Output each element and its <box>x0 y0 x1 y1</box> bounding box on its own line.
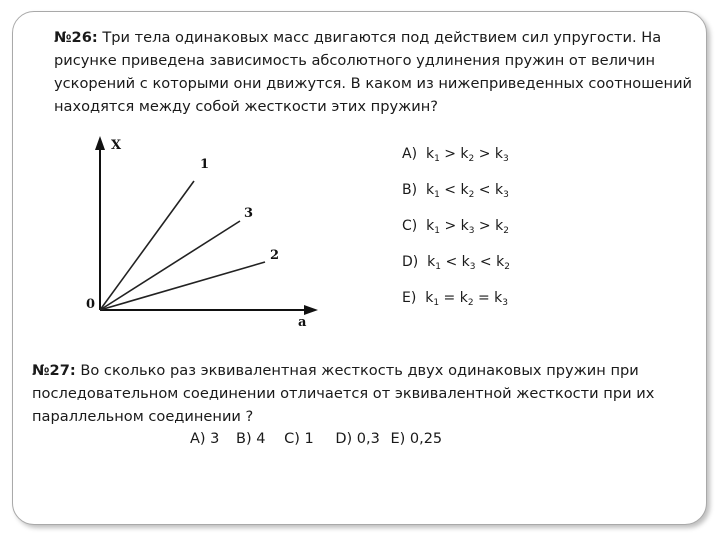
y-axis-arrow-icon <box>95 136 105 150</box>
question-27 <box>32 359 692 428</box>
x-axis-label: a <box>298 315 307 330</box>
answer-option-d[interactable]: D) $k_1 < k_3 < k_2$ <box>402 254 510 272</box>
question-26-answers <box>402 140 510 320</box>
answer-option-e[interactable]: E) 0,25 <box>390 431 443 447</box>
graph-line-label-2: 2 <box>270 248 280 263</box>
y-axis-label: X <box>111 138 122 153</box>
question-26-text: Три тела одинаковых масс двигаются под действием сил упругости. На рисунке приведена зависимость абсолютного удлинения пружин от величин ускорений с которыми они движутся. В каком из нижеприведенных соотношений находятся между собой жесткости этих пружин? <box>54 29 693 115</box>
question-26 <box>54 26 704 118</box>
answer-option-d[interactable]: D) 0,3 <box>335 431 380 447</box>
answer-option-e[interactable]: E) $k_1 = k_2 = k_3$ <box>402 290 509 308</box>
answer-option-b[interactable]: B) $k_1 < k_2 < k_3$ <box>402 182 509 200</box>
answer-option-c[interactable]: C) 1 <box>284 431 314 447</box>
x-axis-arrow-icon <box>304 305 318 315</box>
graph-line-2 <box>100 262 265 310</box>
answer-option-b[interactable]: B) 4 <box>236 431 266 447</box>
graph-line-1 <box>100 181 194 310</box>
graph-line-label-3: 3 <box>244 206 254 221</box>
question-26-number: №26: <box>54 29 98 46</box>
answer-option-a[interactable]: A) $k_1 > k_2 > k_3$ <box>402 146 509 164</box>
question-27-answers <box>190 431 456 447</box>
question-27-number: №27: <box>32 362 76 379</box>
graph-line-3 <box>100 221 240 310</box>
question-27-text: Во сколько раз эквивалентная жесткость двух одинаковых пружин при последовательном соединении отличается от эквивалентной жесткости при их параллельном соединении ? <box>32 362 655 425</box>
answer-option-a[interactable]: A) 3 <box>190 431 220 447</box>
origin-label: 0 <box>86 297 96 312</box>
elongation-acceleration-graph <box>80 132 320 337</box>
graph-line-label-1: 1 <box>200 157 210 172</box>
answer-option-c[interactable]: C) $k_1 > k_3 > k_2$ <box>402 218 509 236</box>
